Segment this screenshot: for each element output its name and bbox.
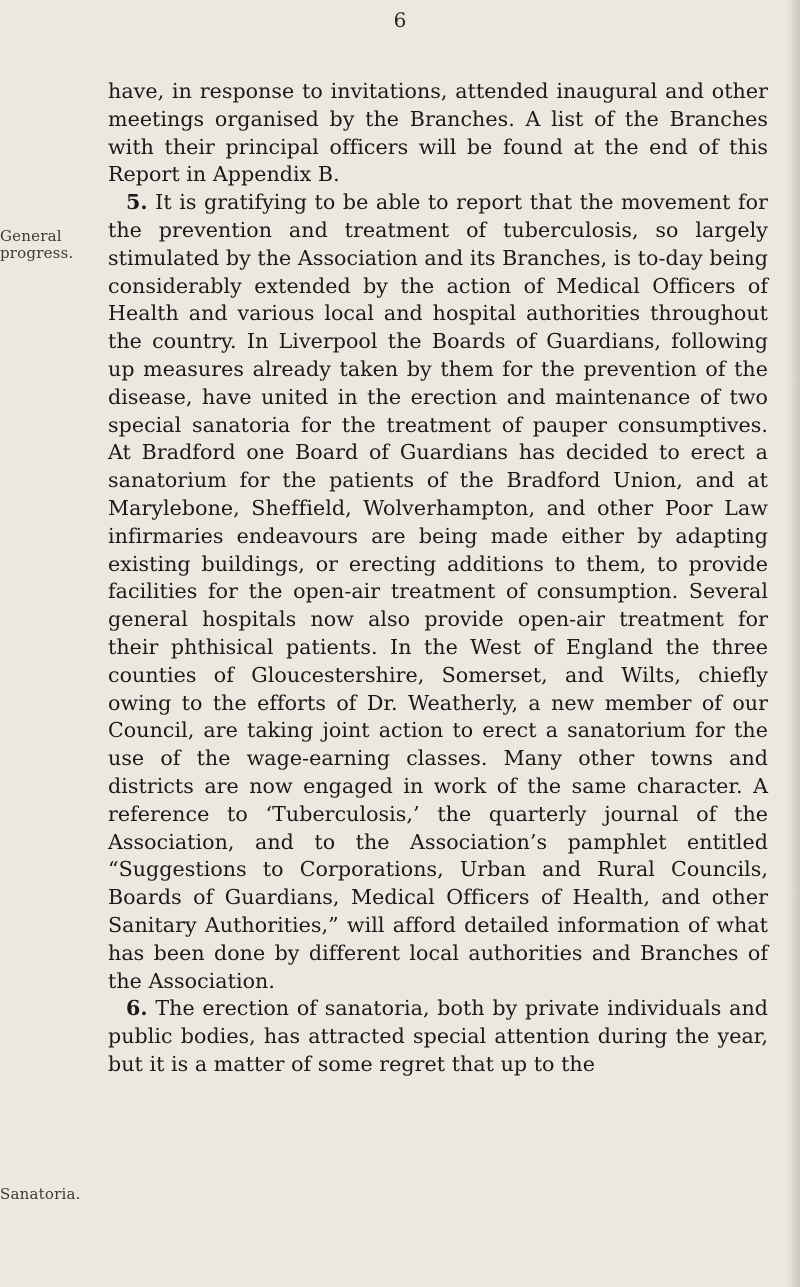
paragraph-5-text: It is gratifying to be able to report that the movement for the prevention and treatment of tuberculosis, so largely stimulated by the Association and its Branches, is to-day being considerably extended by the action of Medical Officers of Health and various local and hospital authorities throughout the country. In Liverpool the Boards of Guardians, following up measures already taken by them for the prevention of the disease, have united in the erection and maintenance of two special sanatoria for the treatment of pauper consumptives. At Bradford one Board of Guardians has decided to erect a sanatorium for the patients of the Bradford Union, and at Marylebone, Sheffield, Wolverhampton, and other Poor Law infirmaries endeavours are being made either by adapting existing buildings, or erecting additions to them, to provide facilities for the open-air treatment of consumption. Several general hospitals now also provide open-air treatment for their phthisical patients. In the West of England the three counties of Gloucestershire, Somerset, and Wilts, chiefly owing to the efforts of Dr. Weatherly, a new member of our Council, are taking joint action to erect a sanatorium for the use of the wage-earning classes. Many other towns and districts are now engaged in work of the same character. A reference to ‘Tuberculosis,’ the quarterly journal of the Association, and to the Association’s pamphlet entitled “Suggestions to Corporations, Urban and Rural Councils, Boards of Guardians, Medical Officers of Health, and other Sanitary Authorities,” will afford detailed information of what has been done by different local authorities and Branches of the Association. xyxy=(108,190,768,993)
paragraph-6-text: The erection of sanatoria, both by private individuals and public bodies, has attracted special attention during the year, but it is a matter of some regret that up to the xyxy=(108,996,768,1076)
margin-note-general-progress: General progress. xyxy=(0,227,74,262)
paragraph-5-number: 5. xyxy=(126,190,148,215)
page-edge-shadow xyxy=(786,0,800,1287)
paragraph-6 xyxy=(108,995,768,1078)
paragraph-6-number: 6. xyxy=(126,996,148,1021)
paragraph-continuation: have, in response to invitations, attended inaugural and other meetings organised by the Branches. A list of the Branches with their principal officers will be found at the end of this Report in Appendix B. xyxy=(108,79,768,187)
body-text xyxy=(108,78,768,1079)
margin-note-sanatoria: Sanatoria. xyxy=(0,1185,81,1203)
page-number: 6 xyxy=(393,8,407,32)
paragraph-5 xyxy=(108,189,768,995)
